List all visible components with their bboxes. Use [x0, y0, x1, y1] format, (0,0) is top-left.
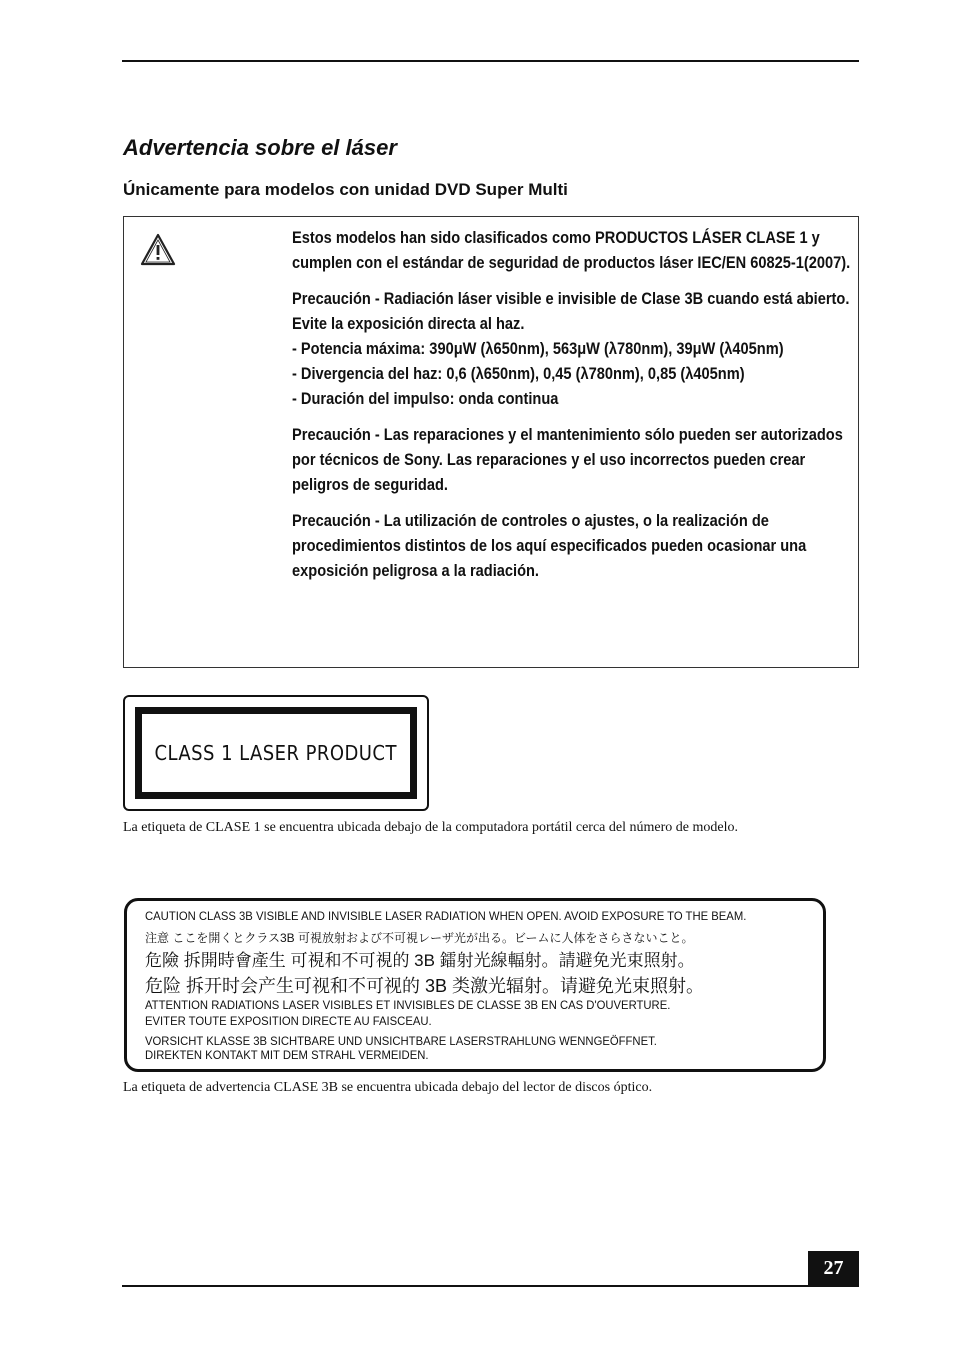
- section-subtitle: Únicamente para modelos con unidad DVD Super Multi: [123, 180, 568, 199]
- class3b-traditional-chinese: 危險 拆開時會產生 可視和不可視的 3B 鐳射光線輻射。請避免光束照射。: [145, 951, 695, 970]
- class1-caption: La etiqueta de CLASE 1 se encuentra ubicada debajo de la computadora portátil cerca del número de modelo.: [123, 820, 738, 835]
- page-number: 27: [808, 1251, 859, 1286]
- class3b-warning-label: [124, 898, 826, 1072]
- section-title: Advertencia sobre el láser: [123, 135, 397, 160]
- bottom-rule: [122, 1285, 859, 1287]
- class1-label-frame: [135, 707, 417, 799]
- max-power: - Potencia máxima: 390μW (λ650nm), 563μW (λ780nm), 39μW (λ405nm): [292, 339, 784, 358]
- class3b-german-1: VORSICHT KLASSE 3B SICHTBARE UND UNSICHTBARE LASERSTRAHLUNG WENNGEÖFFNET.: [145, 1034, 657, 1048]
- warning-paragraph-classification: Estos modelos han sido clasificados como PRODUCTOS LÁSER CLASE 1 y cumplen con el estándar de seguridad de productos láser IEC/EN 60825-1(2007).: [292, 228, 851, 272]
- top-rule: [122, 60, 859, 62]
- class3b-japanese: 注意 ここを開くとクラス3B 可視放射および不可視レーザ光が出る。ビームに人体をさらさないこと。: [145, 931, 694, 945]
- warning-triangle-icon: [140, 233, 176, 267]
- class1-laser-label: [123, 695, 429, 811]
- class3b-french-1: ATTENTION RADIATIONS LASER VISIBLES ET INVISIBLES DE CLASSE 3B EN CAS D'OUVERTURE.: [145, 998, 671, 1012]
- class1-label-text: CLASS 1 LASER PRODUCT: [154, 741, 398, 765]
- class3b-french-2: EVITER TOUTE EXPOSITION DIRECTE AU FAISCEAU.: [145, 1014, 432, 1028]
- radiation-caution: Precaución - Radiación láser visible e invisible de Clase 3B cuando está abierto. Evite la exposición directa al haz.: [292, 289, 850, 333]
- warning-paragraph-controls: Precaución - La utilización de controles o ajustes, o la realización de procedimientos distintos de los aquí especificados pueden ocasionar una exposición peligrosa a la radiación.: [292, 511, 807, 580]
- warning-paragraph-repairs: Precaución - Las reparaciones y el mantenimiento sólo pueden ser autorizados por técnicos de Sony. Las reparaciones y el uso incorrectos pueden crear peligros de seguridad.: [292, 425, 843, 494]
- beam-divergence: - Divergencia del haz: 0,6 (λ650nm), 0,45 (λ780nm), 0,85 (λ405nm): [292, 364, 745, 383]
- class3b-simplified-chinese: 危险 拆开时会产生可视和不可视的 3B 类激光辐射。请避免光束照射。: [145, 976, 705, 996]
- laser-warning-box: [123, 216, 859, 668]
- warning-text: [292, 225, 851, 594]
- class3b-caption: La etiqueta de advertencia CLASE 3B se encuentra ubicada debajo del lector de discos óptico.: [123, 1080, 653, 1095]
- class3b-german-2: DIREKTEN KONTAKT MIT DEM STRAHL VERMEIDEN.: [145, 1048, 429, 1062]
- warning-paragraph-radiation: [292, 286, 851, 411]
- pulse-duration: - Duración del impulso: onda continua: [292, 389, 559, 408]
- class3b-english: CAUTION CLASS 3B VISIBLE AND INVISIBLE LASER RADIATION WHEN OPEN. AVOID EXPOSURE TO THE BEAM.: [145, 909, 747, 923]
